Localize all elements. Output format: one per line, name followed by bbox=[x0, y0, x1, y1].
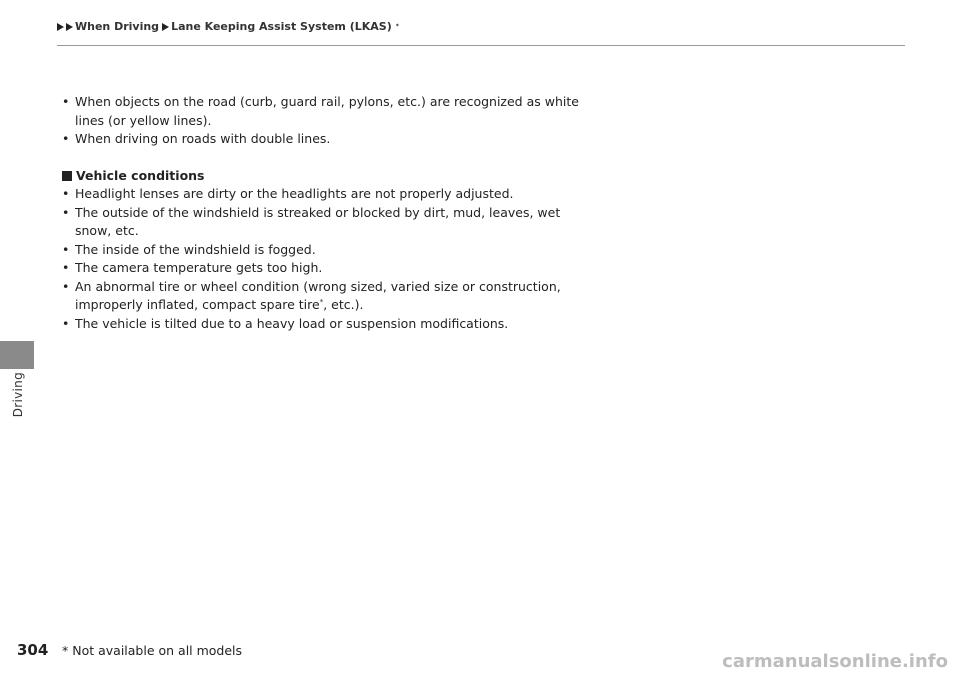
footnote: * Not available on all models bbox=[62, 643, 243, 658]
arrow-icon bbox=[162, 23, 169, 31]
arrow-icon bbox=[57, 23, 64, 31]
list-item: • When objects on the road (curb, guard rail, pylons, etc.) are recognized as white lines (or yellow lines). bbox=[62, 93, 582, 130]
chapter-tab[interactable] bbox=[0, 341, 34, 369]
list-item: • Headlight lenses are dirty or the headlights are not properly adjusted. bbox=[62, 185, 582, 204]
list-item-text: , etc.). bbox=[323, 297, 364, 312]
list-item: • The inside of the windshield is fogged. bbox=[62, 241, 582, 260]
list-item bbox=[62, 278, 582, 315]
list-item-text: An abnormal tire or wheel condition (wrong sized, varied size or construction, improperly inflated, compact spare tire bbox=[75, 278, 561, 312]
page-number: 304 bbox=[17, 641, 49, 659]
arrow-icon bbox=[66, 23, 73, 31]
footnote-marker: * bbox=[319, 297, 324, 306]
footnote-marker: * bbox=[395, 23, 399, 30]
list-item: • The outside of the windshield is streaked or blocked by dirt, mud, leaves, wet snow, etc. bbox=[62, 204, 582, 241]
section-heading bbox=[62, 167, 582, 186]
list-item: • When driving on roads with double lines. bbox=[62, 130, 582, 149]
list-item: • The camera temperature gets too high. bbox=[62, 259, 582, 278]
breadcrumb-item-lkas[interactable]: Lane Keeping Assist System (LKAS) bbox=[171, 20, 392, 33]
page-content bbox=[62, 93, 582, 333]
breadcrumb-item-when-driving[interactable]: When Driving bbox=[75, 20, 160, 33]
square-bullet-icon bbox=[62, 171, 72, 181]
list-item: • The vehicle is tilted due to a heavy load or suspension modifications. bbox=[62, 315, 582, 334]
section-heading-text: Vehicle conditions bbox=[76, 167, 205, 183]
chapter-label: Driving bbox=[11, 372, 25, 418]
watermark: carmanualsonline.info bbox=[722, 651, 948, 672]
header-divider bbox=[57, 45, 905, 46]
breadcrumb bbox=[57, 20, 399, 33]
